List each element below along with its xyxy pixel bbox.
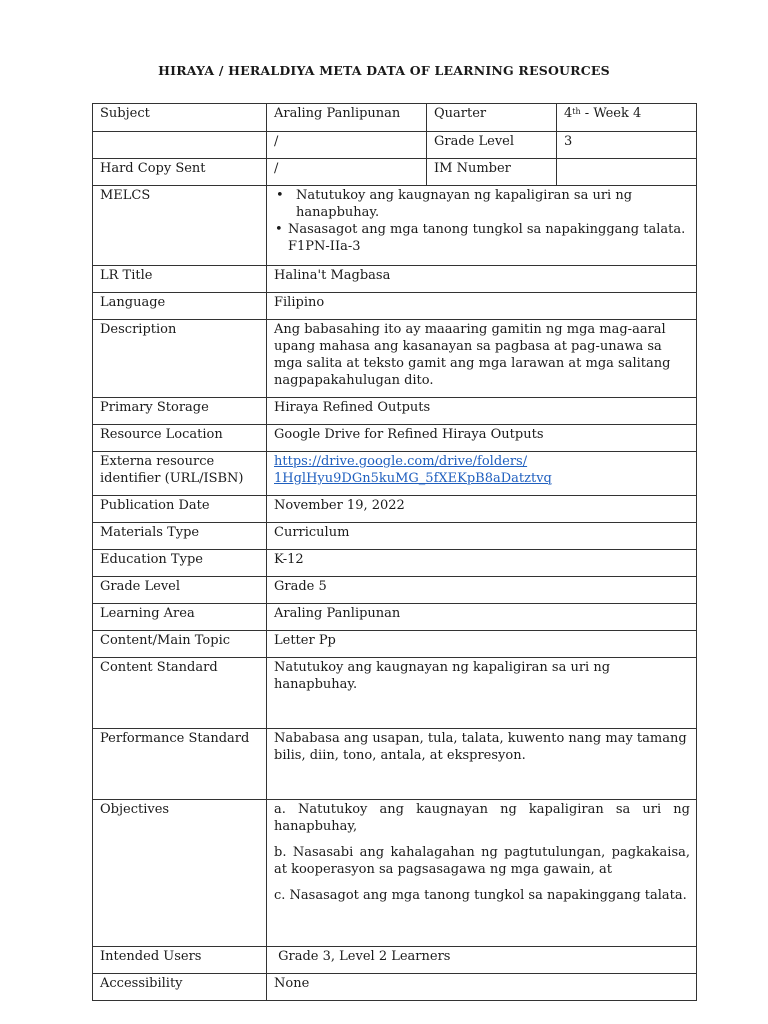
row-publication-date — [93, 496, 697, 523]
document-title: HIRAYA / HERALDIYA META DATA OF LEARNING RESOURCES — [158, 63, 610, 78]
quarter-week: - Week 4 — [580, 106, 642, 121]
row-lr-title — [93, 266, 697, 293]
melcs-list — [274, 187, 690, 255]
label-learning-area: Learning Area — [93, 604, 267, 631]
row-performance-standard — [93, 729, 697, 800]
value-subject: Araling Panlipunan — [267, 104, 427, 132]
row-intended-users — [93, 947, 697, 974]
melcs-item-text: Natutukoy ang kaugnayan ng kapaligiran sa uri ng hanapbuhay. — [296, 188, 633, 220]
label-row2 — [93, 132, 267, 159]
value-external-resource — [267, 452, 697, 496]
value-content-topic: Letter Pp — [267, 631, 697, 658]
row-description — [93, 320, 697, 398]
row-subject — [93, 104, 697, 132]
label-resource-location: Resource Location — [93, 425, 267, 452]
quarter-number: 4 — [564, 106, 573, 121]
label-im-number: IM Number — [427, 159, 557, 186]
value-description: Ang babasahing ito ay maaaring gamitin ng mga mag-aaral upang mahasa ang kasanayan sa pagbasa at pag-unawa sa mga salita at teksto gamit ang mga larawan at mga salitang nagpapakahulugan dito. — [267, 320, 697, 398]
value-row2: / — [267, 132, 427, 159]
row-external-resource — [93, 452, 697, 496]
row-melcs — [93, 186, 697, 266]
row-2 — [93, 132, 697, 159]
row-content-topic — [93, 631, 697, 658]
objective-item: b. Nasasabi ang kahalagahan ng pagtutulungan, pagkakaisa, at kooperasyon sa pagsasagawa ng mga gawain, at — [274, 845, 690, 877]
row-education-type — [93, 550, 697, 577]
label-education-type: Education Type — [93, 550, 267, 577]
value-quarter — [557, 104, 697, 132]
label-grade-level-header: Grade Level — [427, 132, 557, 159]
label-objectives: Objectives — [93, 800, 267, 947]
metadata-table — [92, 103, 697, 1001]
value-hardcopy: / — [267, 159, 427, 186]
label-quarter: Quarter — [427, 104, 557, 132]
value-lr-title: Halina't Magbasa — [267, 266, 697, 293]
value-education-type: K-12 — [267, 550, 697, 577]
label-content-standard: Content Standard — [93, 658, 267, 729]
row-language — [93, 293, 697, 320]
label-content-topic: Content/Main Topic — [93, 631, 267, 658]
value-content-standard: Natutukoy ang kaugnayan ng kapaligiran sa uri ng hanapbuhay. — [267, 658, 697, 729]
row-content-standard — [93, 658, 697, 729]
value-primary-storage: Hiraya Refined Outputs — [267, 398, 697, 425]
value-im-number — [557, 159, 697, 186]
label-language: Language — [93, 293, 267, 320]
value-language: Filipino — [267, 293, 697, 320]
label-hardcopy: Hard Copy Sent — [93, 159, 267, 186]
value-objectives — [267, 800, 697, 947]
melcs-item-text: Nasasagot ang mga tanong tungkol sa napakinggang talata. F1PN-IIa-3 — [288, 222, 686, 254]
value-grade-level: Grade 5 — [267, 577, 697, 604]
value-resource-location: Google Drive for Refined Hiraya Outputs — [267, 425, 697, 452]
label-performance-standard: Performance Standard — [93, 729, 267, 800]
value-accessibility: None — [267, 974, 697, 1001]
objective-item: c. Nasasagot ang mga tanong tungkol sa napakinggang talata. — [274, 888, 687, 903]
row-objectives — [93, 800, 697, 947]
value-learning-area: Araling Panlipunan — [267, 604, 697, 631]
melcs-item — [274, 221, 690, 255]
label-publication-date: Publication Date — [93, 496, 267, 523]
row-resource-location — [93, 425, 697, 452]
label-description: Description — [93, 320, 267, 398]
label-intended-users: Intended Users — [93, 947, 267, 974]
bullet-icon: • — [275, 222, 283, 237]
row-learning-area — [93, 604, 697, 631]
quarter-suffix: th — [572, 107, 581, 116]
label-primary-storage: Primary Storage — [93, 398, 267, 425]
label-materials-type: Materials Type — [93, 523, 267, 550]
value-materials-type: Curriculum — [267, 523, 697, 550]
value-performance-standard: Nababasa ang usapan, tula, talata, kuwento nang may tamang bilis, diin, tono, antala, at ekspresyon. — [267, 729, 697, 800]
value-intended-users: Grade 3, Level 2 Learners — [267, 947, 697, 974]
label-lr-title: LR Title — [93, 266, 267, 293]
bullet-icon: • — [276, 188, 284, 203]
objective-item: a. Natutukoy ang kaugnayan ng kapaligiran sa uri ng hanapbuhay, — [274, 802, 690, 834]
label-melcs: MELCS — [93, 186, 267, 266]
resource-url-link-cont[interactable]: 1HglHyu9DGn5kuMG_5fXEKpB8aDatztvq — [274, 471, 552, 486]
row-hardcopy — [93, 159, 697, 186]
label-external-resource: Externa resource identifier (URL/ISBN) — [93, 452, 267, 496]
value-melcs — [267, 186, 697, 266]
resource-url-link[interactable]: https://drive.google.com/drive/folders/ — [274, 454, 528, 469]
label-accessibility: Accessibility — [93, 974, 267, 1001]
label-grade-level: Grade Level — [93, 577, 267, 604]
row-primary-storage — [93, 398, 697, 425]
row-materials-type — [93, 523, 697, 550]
row-grade-level — [93, 577, 697, 604]
value-grade-level-header: 3 — [557, 132, 697, 159]
label-subject: Subject — [93, 104, 267, 132]
melcs-item — [274, 187, 690, 221]
row-accessibility — [93, 974, 697, 1001]
value-publication-date: November 19, 2022 — [267, 496, 697, 523]
